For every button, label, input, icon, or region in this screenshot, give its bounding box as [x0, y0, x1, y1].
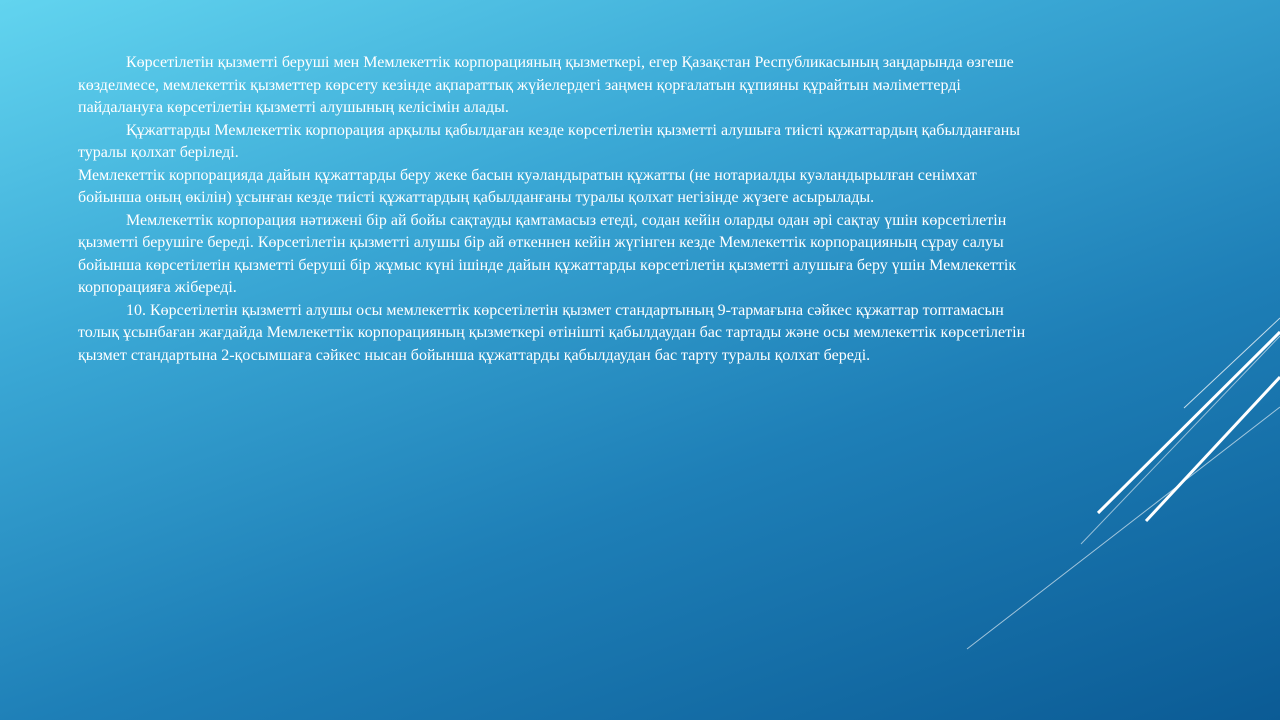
paragraph-receipt: Құжаттарды Мемлекеттік корпорация арқылы қабылдаған кезде көрсетілетін қызметті алушыға тиісті құжаттардың қабылданғаны туралы қолхат беріледі. [78, 121, 1021, 161]
paragraph-issuance: Мемлекеттік корпорацияда дайын құжаттарды беру жеке басын куәландыратын құжатты (не нотариалды куәландырылған сенімхат бойынша оның өкілін) ұсынған кезде тиісті құжаттардың қабылданғаны туралы қолхат негізінде жүзеге асырылады. [78, 166, 977, 206]
deco-line-3 [1081, 336, 1280, 544]
paragraph-storage: Мемлекеттік корпорация нәтижені бір ай бойы сақтауды қамтамасыз етеді, содан кейін оларды одан әрі сақтау үшін көрсетілетін қызметті берушіге береді. Көрсетілетін қызметті алушы бір ай өткеннен кейін жүгінген кезде Мемлекеттік корпорацияның сұрау салуы бойынша көрсетілетін қызметті беруші бір жұмыс күні ішінде дайын құжаттарды көрсетілетін қызметті алушыға беру үшін Мемлекеттік корпорацияға жібереді. [78, 211, 1017, 296]
deco-line-5 [967, 407, 1280, 649]
paragraph-consent: Көрсетілетін қызметті беруші мен Мемлекеттік корпорацияның қызметкері, егер Қазақстан Республикасының заңдарында өзгеше көзделмесе, мемлекеттік қызметтер көрсету кезінде ақпараттық жүйелердегі заңмен қорғалатын құпияны құрайтын мәліметтерді пайдалануға көрсетілетін қызметті алушының келісімін алады. [78, 54, 1014, 116]
deco-line-2 [1098, 332, 1280, 513]
paragraph-refusal: 10. Көрсетілетін қызметті алушы осы мемлекеттік көрсетілетін қызмет стандартының 9-тармағына сәйкес құжаттар топтамасын толық ұсынбаған жағдайда Мемлекеттік корпорацияның қызметкері өтінішті қабылдаудан бас тартады және осы мемлекеттік көрсетілетін қызмет стандартына 2-қосымшаға сәйкес нысан бойынша құжаттарды қабылдаудан бас тарту туралы қолхат береді. [78, 301, 1026, 364]
